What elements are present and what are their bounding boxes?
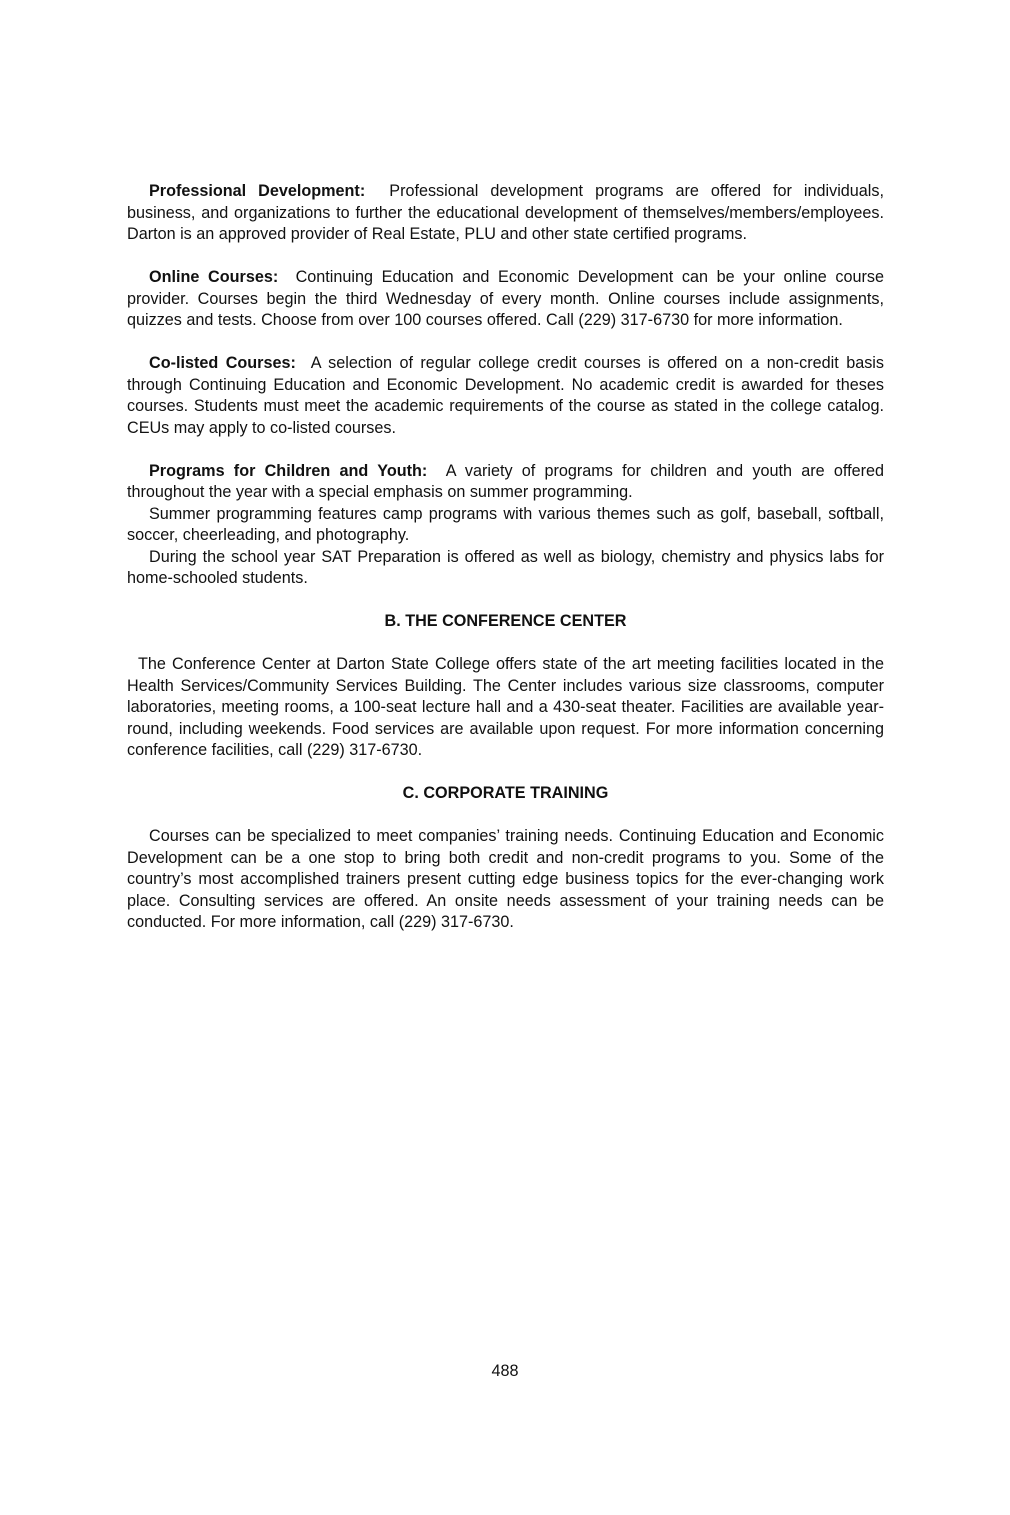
conference-center-heading: B. THE CONFERENCE CENTER	[384, 612, 627, 630]
youth-programs-lead: Programs for Children and Youth:	[149, 461, 428, 480]
professional-development-text: Professional development programs are offered for individuals, business, and organizations to further the educational development of themselves/members/employees. Darton is an approved provider of Real Estate, PLU and other state certified programs.	[127, 182, 884, 243]
document-body	[127, 181, 884, 955]
conference-center-paragraph: The Conference Center at Darton State College offers state of the art meeting facilities located in the Health Services/Community Services Building. The Center includes various size classrooms, computer laboratories, meeting rooms, a 100-seat lecture hall and a 430-seat theater. Facilities are available year-round, including weekends. Food services are available upon request. For more information concerning conference facilities, call (229) 317-6730.	[127, 655, 884, 759]
professional-development-lead: Professional Development:	[149, 182, 366, 200]
colisted-courses-lead: Co-listed Courses:	[149, 354, 296, 372]
page-number: 488	[491, 1362, 519, 1380]
online-courses-paragraph	[127, 267, 884, 332]
youth-programs-paragraph	[127, 461, 884, 504]
corporate-training-paragraph: Courses can be specialized to meet companies’ training needs. Continuing Education and Economic Development can be a one stop to bring both credit and non-credit programs to you. Some of the country’s most accomplished trainers present cutting edge business topics for the ever-changing work place. Consulting services are offered. An onsite needs assessment of your training needs can be conducted. For more information, call (229) 317-6730.	[127, 827, 884, 931]
professional-development-paragraph	[127, 181, 884, 246]
summer-programming-paragraph: Summer programming features camp programs with various themes such as golf, baseball, softball, soccer, cheerleading, and photography.	[127, 504, 884, 544]
youth-programs-text: A variety of programs for children and youth are offered throughout the year with a special emphasis on summer programming.	[127, 461, 884, 501]
online-courses-text: Continuing Education and Economic Development can be your online course provider. Courses begin the third Wednesday of every month. Online courses include assignments, quizzes and tests. Choose from over 100 courses offered. Call (229) 317-6730 for more information.	[127, 268, 884, 329]
colisted-courses-text: A selection of regular college credit courses is offered on a non-credit basis through Continuing Education and Economic Development. No academic credit is awarded for theses courses. Students must meet the academic requirements of the course as stated in the college catalog. CEUs may apply to co-listed courses.	[127, 354, 884, 437]
corporate-training-heading: C. CORPORATE TRAINING	[402, 784, 609, 802]
school-year-paragraph: During the school year SAT Preparation is offered as well as biology, chemistry and physics labs for home-schooled students.	[127, 547, 884, 587]
online-courses-lead: Online Courses:	[149, 268, 279, 286]
colisted-courses-paragraph	[127, 353, 884, 439]
